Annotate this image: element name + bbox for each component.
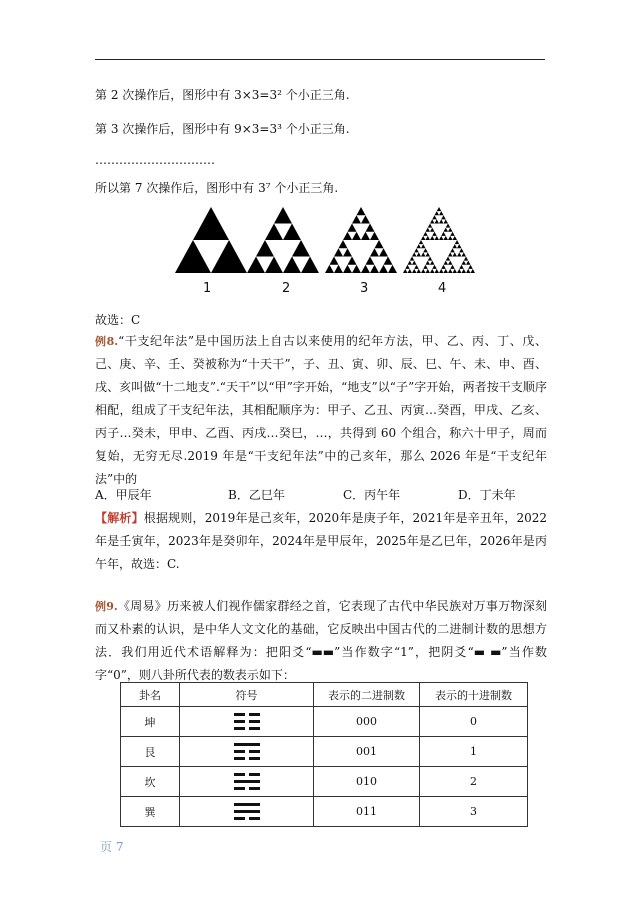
trigram-icon [232,741,262,763]
cell-binary: 001 [314,737,420,767]
yin-line [249,817,260,820]
trigram-icon [232,771,262,793]
trigram-icon [232,711,262,733]
example-8-label: 例8. [95,335,119,348]
yin-line [234,750,245,753]
yin-line [234,817,245,820]
figure-label-1: 1 [203,281,212,296]
table-header-row [121,683,528,707]
option-a: A．甲辰年 [95,488,152,502]
analysis-body: 根据规则，2019年是己亥年，2020年是庚子年，2021年是辛丑年，2022年是壬寅年，2023年是癸卯年，2024年是甲辰年，2025年是乙巳年，2026年是丙午年，故选：C. [95,511,547,571]
yin-line [234,727,245,730]
trigram-icon [232,801,262,823]
header-symbol: 符号 [180,683,314,707]
yang-line [234,780,260,783]
yin-line [234,757,245,760]
cell-trigram-symbol [180,707,314,737]
cell-trigram-symbol [180,767,314,797]
yin-line [249,727,260,730]
yin-line [234,713,245,716]
cell-trigram-symbol [180,737,314,767]
header-decimal: 表示的十进制数 [420,683,528,707]
figure-label-2: 2 [282,281,291,296]
sierpinski-stage-3 [325,207,397,273]
table-row [121,737,528,767]
header-binary: 表示的二进制数 [314,683,420,707]
sierpinski-stage-1 [175,207,247,273]
cell-trigram-name: 艮 [121,737,180,767]
bagua-table [120,682,528,827]
cell-binary: 011 [314,797,420,827]
cell-decimal: 0 [420,707,528,737]
figure-label-4: 4 [438,281,447,296]
yin-line [234,773,245,776]
example-8-body: “干支纪年法”是中国历法上自古以来使用的纪年方法，甲、乙、丙、丁、戊、己、庚、辛、壬、癸被称为“十天干”，子、丑、寅、卯、辰、巳、午、未、申、酉、戌、亥叫做“十二地支”.“天干”以“甲”字开始，“地支”以“子”字开始，两者按干支顺序相配，组成了干支纪年法，其相配顺序为：甲子、乙丑、丙寅…癸酉，甲戌、乙亥、丙子…癸未，甲申、乙酉、丙戌…癸巳，…，共得到 60 个组合，称六十甲子，周而复始，无穷无尽.2019 年是“干支纪年法”中的己亥年，那么 2026 年是“干支纪年法”中的 [95,334,547,486]
line-op3: 第 3 次操作后，图形中有 9×3=3³ 个小正三角. [95,122,350,136]
cell-trigram-name: 坤 [121,707,180,737]
figure-label-3: 3 [360,281,369,296]
example-9-label: 例9. [95,600,118,613]
header-rule [95,59,545,60]
yang-line [234,810,260,813]
cell-trigram-name: 坎 [121,767,180,797]
example-9 [95,595,547,687]
option-c: C．丙午年 [343,488,401,502]
yin-line [249,773,260,776]
yin-line [234,787,245,790]
yin-line [249,720,260,723]
cell-binary: 010 [314,767,420,797]
line-op7: 所以第 7 次操作后，图形中有 3⁷ 个小正三角. [95,181,339,195]
page-number: 页 7 [100,840,124,854]
option-b: B．乙巳年 [228,488,285,502]
cell-decimal: 1 [420,737,528,767]
yin-line [249,787,260,790]
table-row [121,767,528,797]
analysis-label: 【解析】 [95,511,144,525]
header-name: 卦名 [121,683,180,707]
sierpinski-figure [175,205,495,280]
yin-line [249,713,260,716]
cell-decimal: 2 [420,767,528,797]
yin-line [234,720,245,723]
option-d: D．丁未年 [458,488,516,502]
cell-binary: 000 [314,707,420,737]
example-8-analysis [95,507,547,576]
example-8 [95,330,547,491]
yang-line [234,743,260,746]
sierpinski-stage-4 [403,207,475,273]
cell-trigram-symbol [180,797,314,827]
example-9-body: 《周易》历来被人们视作儒家群经之首，它表现了古代中华民族对万事万物深刻而又朴素的认识，是中华人文文化的基础，它反映出中国古代的二进制计数的思想方法．我们用近代术语解释为：把阳爻“▬▬”当作数字“1”，把阴爻“▬ ▬”当作数字“0”，则八卦所代表的数表示如下： [95,599,547,682]
cell-decimal: 3 [420,797,528,827]
table-row [121,797,528,827]
cell-trigram-name: 巽 [121,797,180,827]
yang-line [234,803,260,806]
yin-line [249,750,260,753]
line-dots: ………………………… [95,153,215,167]
answer-line: 故选：C [95,313,141,327]
line-op2: 第 2 次操作后，图形中有 3×3=3² 个小正三角. [95,88,350,102]
sierpinski-stage-2 [247,207,319,273]
table-row [121,707,528,737]
yin-line [249,757,260,760]
